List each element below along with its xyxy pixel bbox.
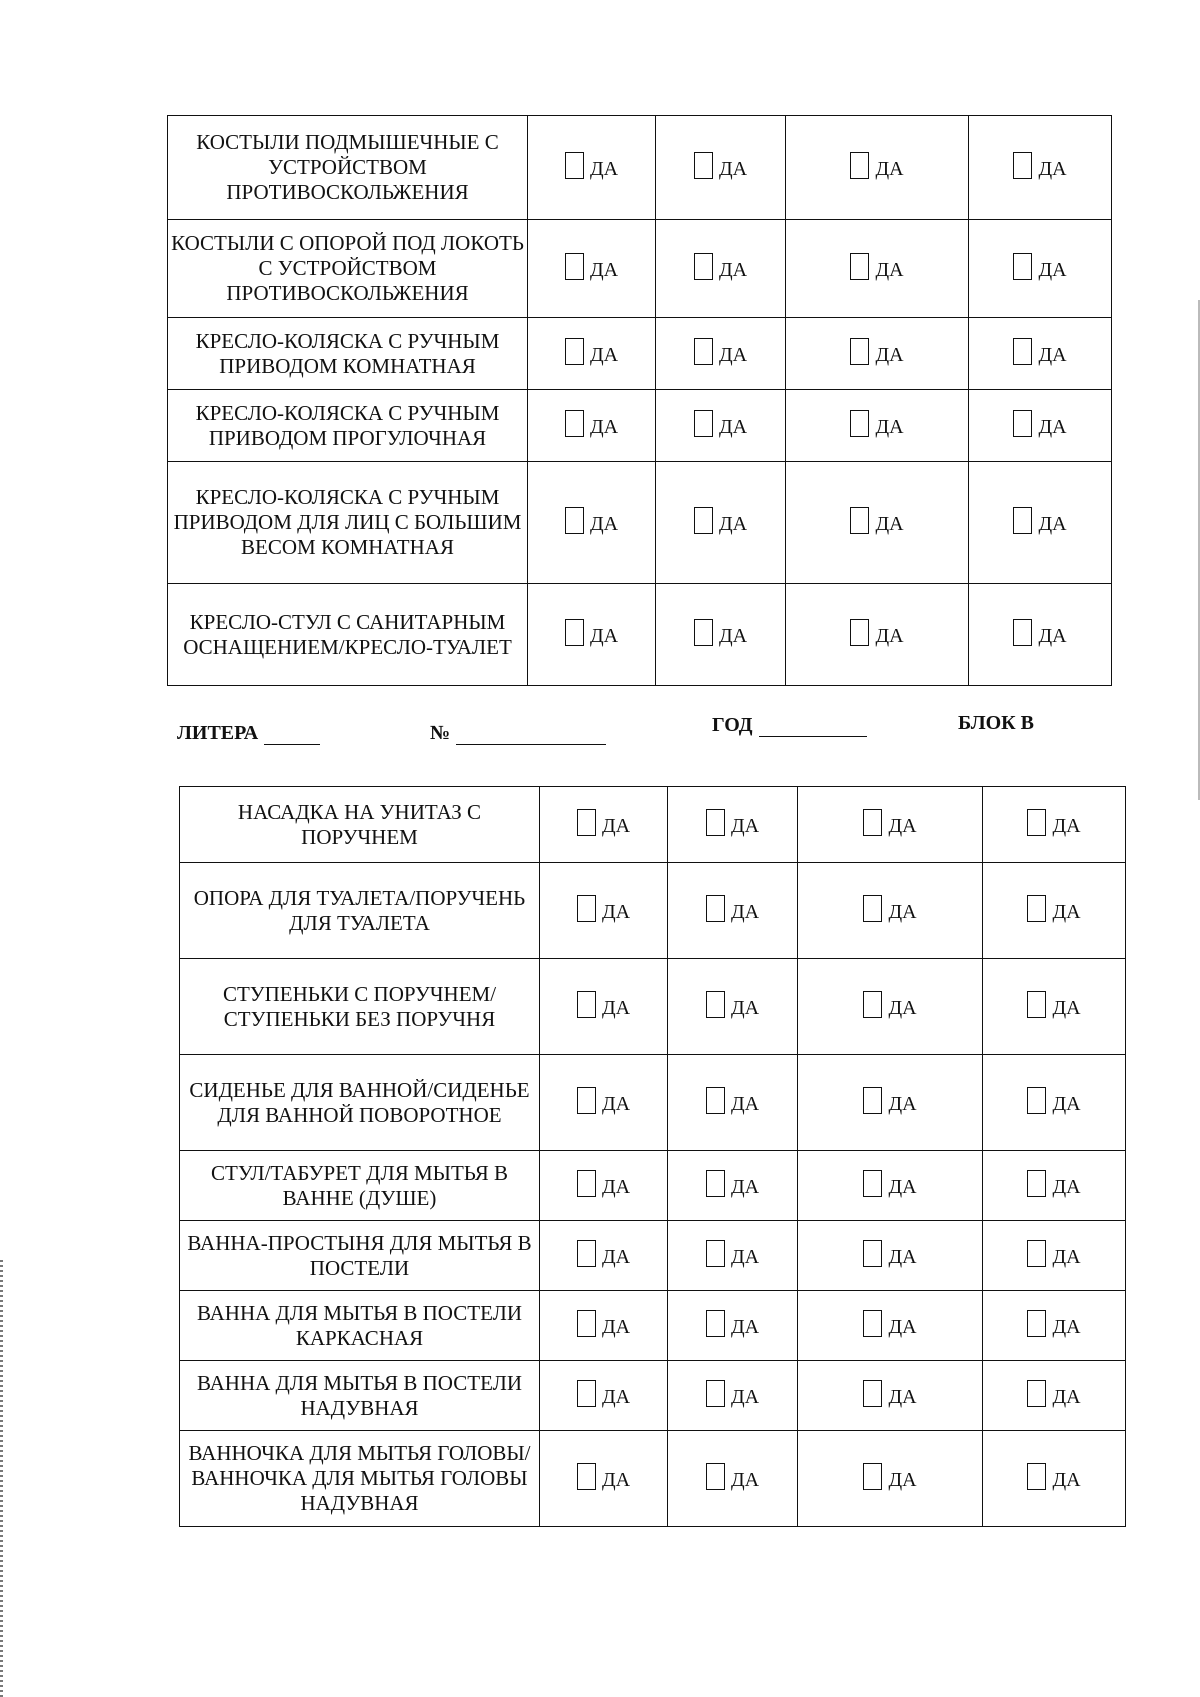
table-row [180,1055,1126,1151]
yes-checkbox[interactable] [706,1087,759,1114]
checkbox-square-icon[interactable] [565,619,584,646]
table-row [180,863,1126,959]
yes-checkbox[interactable] [1013,619,1066,646]
option-cell [786,462,969,584]
yes-checkbox[interactable] [863,1087,916,1114]
checkbox-label: ДА [730,1246,760,1268]
yes-checkbox[interactable] [850,507,903,534]
checkbox-square-icon[interactable] [706,895,725,922]
option-cell [798,1151,983,1221]
checkbox-label: ДА [888,1469,917,1491]
equipment-name: ВАННА ДЛЯ МЫТЬЯ В ПОСТЕЛИ КАРКАСНАЯ [180,1291,540,1361]
checkbox-label: ДА [601,997,631,1019]
yes-checkbox[interactable] [863,1170,916,1197]
checkbox-label: ДА [875,344,904,366]
checkbox-square-icon[interactable] [706,1380,725,1407]
checkbox-label: ДА [730,1469,760,1491]
checkbox-square-icon[interactable] [565,410,584,437]
equipment-name: КРЕСЛО-КОЛЯСКА С РУЧНЫМ ПРИВОДОМ ДЛЯ ЛИЦ С БОЛЬШИМ ВЕСОМ КОМНАТНАЯ [168,462,528,584]
checkbox-square-icon[interactable] [1027,1463,1046,1490]
option-cell [656,220,786,318]
checkbox-square-icon[interactable] [577,991,596,1018]
option-cell [798,1431,983,1527]
checkbox-square-icon[interactable] [1027,1310,1046,1337]
yes-checkbox[interactable] [1013,338,1066,365]
option-cell [969,390,1112,462]
yes-checkbox[interactable] [863,1240,916,1267]
checkbox-label: ДА [888,815,917,837]
option-cell [540,787,668,863]
equipment-name: КОСТЫЛИ ПОДМЫШЕЧНЫЕ С УСТРОЙСТВОМ ПРОТИВОСКОЛЬЖЕНИЯ [168,116,528,220]
checkbox-square-icon[interactable] [694,253,713,280]
yes-checkbox[interactable] [1027,895,1080,922]
checkbox-label: ДА [730,1386,760,1408]
yes-checkbox[interactable] [577,1463,630,1490]
equipment-name: ВАННА-ПРОСТЫНЯ ДЛЯ МЫТЬЯ В ПОСТЕЛИ [180,1221,540,1291]
yes-checkbox[interactable] [1027,991,1080,1018]
table-row [180,1151,1126,1221]
checkbox-square-icon[interactable] [850,410,869,437]
checkbox-square-icon[interactable] [850,338,869,365]
checkbox-label: ДА [888,1386,917,1408]
checkbox-label: ДА [1038,513,1067,535]
checkbox-square-icon[interactable] [706,1240,725,1267]
checkbox-label: ДА [888,1316,917,1338]
table-row [180,1361,1126,1431]
litera-label: ЛИТЕРА [177,722,259,744]
checkbox-square-icon[interactable] [1013,410,1032,437]
option-cell [656,462,786,584]
checkbox-label: ДА [601,1386,631,1408]
option-cell [983,1055,1126,1151]
yes-checkbox[interactable] [565,338,618,365]
option-cell [668,1431,798,1527]
yes-checkbox[interactable] [577,809,630,836]
checkbox-label: ДА [601,1469,631,1491]
option-cell [540,863,668,959]
yes-checkbox[interactable] [850,338,903,365]
yes-checkbox[interactable] [565,253,618,280]
yes-checkbox[interactable] [1027,809,1080,836]
checkbox-square-icon[interactable] [577,1380,596,1407]
checkbox-label: ДА [730,1176,760,1198]
checkbox-square-icon[interactable] [863,895,882,922]
equipment-name: ВАННОЧКА ДЛЯ МЫТЬЯ ГОЛОВЫ/ВАННОЧКА ДЛЯ МЫТЬЯ ГОЛОВЫ НАДУВНАЯ [180,1431,540,1527]
checkbox-square-icon[interactable] [706,1310,725,1337]
checkbox-square-icon[interactable] [706,1087,725,1114]
checkbox-label: ДА [589,158,619,180]
checkbox-label: ДА [718,625,748,647]
checkbox-label: ДА [888,1176,917,1198]
table-row [168,318,1112,390]
yes-checkbox[interactable] [577,895,630,922]
checkbox-label: ДА [1052,1176,1081,1198]
table-row [168,390,1112,462]
checkbox-square-icon[interactable] [565,152,584,179]
checkbox-square-icon[interactable] [1027,991,1046,1018]
option-cell [668,1361,798,1431]
checkbox-square-icon[interactable] [1027,1240,1046,1267]
checkbox-label: ДА [589,344,619,366]
yes-checkbox[interactable] [706,895,759,922]
option-cell [528,220,656,318]
equipment-name: КРЕСЛО-КОЛЯСКА С РУЧНЫМ ПРИВОДОМ ПРОГУЛОЧНАЯ [168,390,528,462]
option-cell [983,1221,1126,1291]
equipment-name: СТУПЕНЬКИ С ПОРУЧНЕМ/СТУПЕНЬКИ БЕЗ ПОРУЧНЯ [180,959,540,1055]
checkbox-square-icon[interactable] [694,338,713,365]
checkbox-square-icon[interactable] [706,1463,725,1490]
yes-checkbox[interactable] [863,991,916,1018]
yes-checkbox[interactable] [577,991,630,1018]
checkbox-label: ДА [601,1316,631,1338]
checkbox-label: ДА [875,158,904,180]
option-cell [656,390,786,462]
checkbox-square-icon[interactable] [863,1170,882,1197]
year-label: ГОД [712,714,753,736]
equipment-name: СИДЕНЬЕ ДЛЯ ВАННОЙ/СИДЕНЬЕ ДЛЯ ВАННОЙ ПОВОРОТНОЕ [180,1055,540,1151]
equipment-table-bottom [179,786,1126,1527]
checkbox-square-icon[interactable] [577,809,596,836]
checkbox-label: ДА [601,815,631,837]
yes-checkbox[interactable] [1013,253,1066,280]
option-cell [798,863,983,959]
checkbox-label: ДА [589,625,619,647]
checkbox-label: ДА [1052,1093,1081,1115]
equipment-name: НАСАДКА НА УНИТАЗ С ПОРУЧНЕМ [180,787,540,863]
checkbox-label: ДА [1052,1469,1081,1491]
option-cell [786,116,969,220]
checkbox-label: ДА [718,158,748,180]
option-cell [798,1055,983,1151]
equipment-name: КРЕСЛО-СТУЛ С САНИТАРНЫМ ОСНАЩЕНИЕМ/КРЕСЛО-ТУАЛЕТ [168,584,528,686]
checkbox-label: ДА [589,513,619,535]
yes-checkbox[interactable] [565,619,618,646]
option-cell [656,116,786,220]
checkbox-square-icon[interactable] [1027,1380,1046,1407]
yes-checkbox[interactable] [850,253,903,280]
option-cell [983,787,1126,863]
checkbox-label: ДА [1038,416,1067,438]
checkbox-label: ДА [589,259,619,281]
yes-checkbox[interactable] [706,1170,759,1197]
option-cell [786,220,969,318]
yes-checkbox[interactable] [706,991,759,1018]
option-cell [798,1291,983,1361]
checkbox-label: ДА [589,416,619,438]
checkbox-label: ДА [875,259,904,281]
table-row [168,584,1112,686]
option-cell [540,1431,668,1527]
yes-checkbox[interactable] [863,1310,916,1337]
option-cell [798,787,983,863]
yes-checkbox[interactable] [694,253,747,280]
option-cell [969,462,1112,584]
checkbox-square-icon[interactable] [694,619,713,646]
option-cell [528,390,656,462]
option-cell [540,1291,668,1361]
option-cell [983,863,1126,959]
yes-checkbox[interactable] [577,1310,630,1337]
yes-checkbox[interactable] [1013,152,1066,179]
yes-checkbox[interactable] [694,619,747,646]
yes-checkbox[interactable] [565,152,618,179]
option-cell [798,1221,983,1291]
option-cell [983,1361,1126,1431]
checkbox-label: ДА [730,901,760,923]
option-cell [528,318,656,390]
checkbox-square-icon[interactable] [863,1310,882,1337]
yes-checkbox[interactable] [1027,1240,1080,1267]
checkbox-label: ДА [601,1246,631,1268]
table-row [180,1431,1126,1527]
yes-checkbox[interactable] [577,1170,630,1197]
checkbox-square-icon[interactable] [863,809,882,836]
yes-checkbox[interactable] [1027,1087,1080,1114]
equipment-name: КОСТЫЛИ С ОПОРОЙ ПОД ЛОКОТЬ С УСТРОЙСТВОМ ПРОТИВОСКОЛЬЖЕНИЯ [168,220,528,318]
yes-checkbox[interactable] [1013,507,1066,534]
option-cell [668,863,798,959]
checkbox-square-icon[interactable] [577,1463,596,1490]
checkbox-square-icon[interactable] [1013,507,1032,534]
option-cell [656,584,786,686]
option-cell [656,318,786,390]
checkbox-square-icon[interactable] [694,507,713,534]
checkbox-square-icon[interactable] [706,991,725,1018]
yes-checkbox[interactable] [694,338,747,365]
checkbox-label: ДА [601,901,631,923]
option-cell [668,959,798,1055]
equipment-name: ОПОРА ДЛЯ ТУАЛЕТА/ПОРУЧЕНЬ ДЛЯ ТУАЛЕТА [180,863,540,959]
checkbox-square-icon[interactable] [706,809,725,836]
yes-checkbox[interactable] [694,410,747,437]
yes-checkbox[interactable] [863,809,916,836]
checkbox-label: ДА [1052,815,1081,837]
checkbox-square-icon[interactable] [577,1170,596,1197]
option-cell [969,116,1112,220]
checkbox-label: ДА [888,997,917,1019]
checkbox-square-icon[interactable] [863,1087,882,1114]
checkbox-square-icon[interactable] [565,338,584,365]
checkbox-square-icon[interactable] [694,410,713,437]
checkbox-square-icon[interactable] [1027,809,1046,836]
year-field [712,714,867,737]
equipment-name: СТУЛ/ТАБУРЕТ ДЛЯ МЫТЬЯ В ВАННЕ (ДУШЕ) [180,1151,540,1221]
option-cell [668,1291,798,1361]
checkbox-square-icon[interactable] [577,1240,596,1267]
checkbox-square-icon[interactable] [850,619,869,646]
yes-checkbox[interactable] [577,1240,630,1267]
checkbox-square-icon[interactable] [577,1310,596,1337]
yes-checkbox[interactable] [706,1380,759,1407]
table-row [168,462,1112,584]
block-header [0,712,1200,762]
checkbox-label: ДА [730,997,760,1019]
yes-checkbox[interactable] [863,1463,916,1490]
checkbox-label: ДА [1052,1316,1081,1338]
checkbox-label: ДА [1052,1246,1081,1268]
checkbox-square-icon[interactable] [863,1463,882,1490]
yes-checkbox[interactable] [565,410,618,437]
table-row [180,1221,1126,1291]
option-cell [540,1151,668,1221]
option-cell [528,116,656,220]
option-cell [540,1221,668,1291]
option-cell [528,584,656,686]
checkbox-label: ДА [601,1093,631,1115]
option-cell [668,787,798,863]
option-cell [528,462,656,584]
checkbox-label: ДА [1052,997,1081,1019]
checkbox-square-icon[interactable] [1027,1087,1046,1114]
checkbox-label: ДА [730,1316,760,1338]
checkbox-label: ДА [1038,344,1067,366]
checkbox-label: ДА [718,513,748,535]
option-cell [798,959,983,1055]
checkbox-square-icon[interactable] [694,152,713,179]
checkbox-square-icon[interactable] [850,253,869,280]
number-field [430,722,606,745]
block-label-field [958,712,1034,735]
yes-checkbox[interactable] [577,1380,630,1407]
checkbox-label: ДА [1038,625,1067,647]
checkbox-label: ДА [875,513,904,535]
checkbox-label: ДА [888,901,917,923]
checkbox-square-icon[interactable] [863,1240,882,1267]
option-cell [983,1291,1126,1361]
checkbox-square-icon[interactable] [1013,152,1032,179]
checkbox-square-icon[interactable] [706,1170,725,1197]
checkbox-square-icon[interactable] [1013,338,1032,365]
checkbox-square-icon[interactable] [577,1087,596,1114]
checkbox-square-icon[interactable] [863,991,882,1018]
yes-checkbox[interactable] [577,1087,630,1114]
option-cell [983,959,1126,1055]
number-input[interactable] [456,724,606,745]
option-cell [983,1431,1126,1527]
yes-checkbox[interactable] [1027,1170,1080,1197]
checkbox-label: ДА [1052,1386,1081,1408]
checkbox-square-icon[interactable] [577,895,596,922]
yes-checkbox[interactable] [850,619,903,646]
checkbox-square-icon[interactable] [1027,1170,1046,1197]
number-label: № [430,722,451,744]
checkbox-square-icon[interactable] [863,1380,882,1407]
yes-checkbox[interactable] [863,1380,916,1407]
yes-checkbox[interactable] [706,1310,759,1337]
option-cell [786,390,969,462]
checkbox-square-icon[interactable] [1013,619,1032,646]
option-cell [983,1151,1126,1221]
table-row [180,1291,1126,1361]
option-cell [668,1151,798,1221]
table-row [168,220,1112,318]
yes-checkbox[interactable] [1027,1310,1080,1337]
checkbox-label: ДА [875,625,904,647]
yes-checkbox[interactable] [1027,1380,1080,1407]
yes-checkbox[interactable] [694,152,747,179]
checkbox-square-icon[interactable] [850,507,869,534]
checkbox-square-icon[interactable] [850,152,869,179]
checkbox-square-icon[interactable] [565,253,584,280]
checkbox-label: ДА [730,1093,760,1115]
yes-checkbox[interactable] [863,895,916,922]
option-cell [540,1361,668,1431]
yes-checkbox[interactable] [565,507,618,534]
checkbox-label: ДА [1038,259,1067,281]
yes-checkbox[interactable] [1013,410,1066,437]
checkbox-label: ДА [601,1176,631,1198]
checkbox-square-icon[interactable] [1027,895,1046,922]
table-row [168,116,1112,220]
option-cell [969,584,1112,686]
table-row [180,787,1126,863]
checkbox-label: ДА [730,815,760,837]
option-cell [786,318,969,390]
checkbox-label: ДА [888,1246,917,1268]
checkbox-label: ДА [1052,901,1081,923]
option-cell [786,584,969,686]
checkbox-label: ДА [718,416,748,438]
option-cell [798,1361,983,1431]
yes-checkbox[interactable] [706,1463,759,1490]
option-cell [540,1055,668,1151]
option-cell [969,318,1112,390]
scan-edge-mark [0,1260,3,1697]
checkbox-square-icon[interactable] [1013,253,1032,280]
yes-checkbox[interactable] [850,152,903,179]
checkbox-square-icon[interactable] [565,507,584,534]
checkbox-label: ДА [718,344,748,366]
option-cell [668,1055,798,1151]
yes-checkbox[interactable] [706,809,759,836]
yes-checkbox[interactable] [850,410,903,437]
option-cell [668,1221,798,1291]
yes-checkbox[interactable] [706,1240,759,1267]
equipment-name: КРЕСЛО-КОЛЯСКА С РУЧНЫМ ПРИВОДОМ КОМНАТНАЯ [168,318,528,390]
equipment-name: ВАННА ДЛЯ МЫТЬЯ В ПОСТЕЛИ НАДУВНАЯ [180,1361,540,1431]
litera-field [177,722,320,745]
checkbox-label: ДА [888,1093,917,1115]
checkbox-label: ДА [875,416,904,438]
option-cell [969,220,1112,318]
option-cell [540,959,668,1055]
checkbox-label: ДА [718,259,748,281]
block-label: БЛОК В [958,712,1035,734]
litera-input[interactable] [264,724,320,745]
checkbox-label: ДА [1038,158,1067,180]
year-input[interactable] [759,716,867,737]
yes-checkbox[interactable] [694,507,747,534]
yes-checkbox[interactable] [1027,1463,1080,1490]
equipment-table-top [167,115,1112,686]
table-row [180,959,1126,1055]
